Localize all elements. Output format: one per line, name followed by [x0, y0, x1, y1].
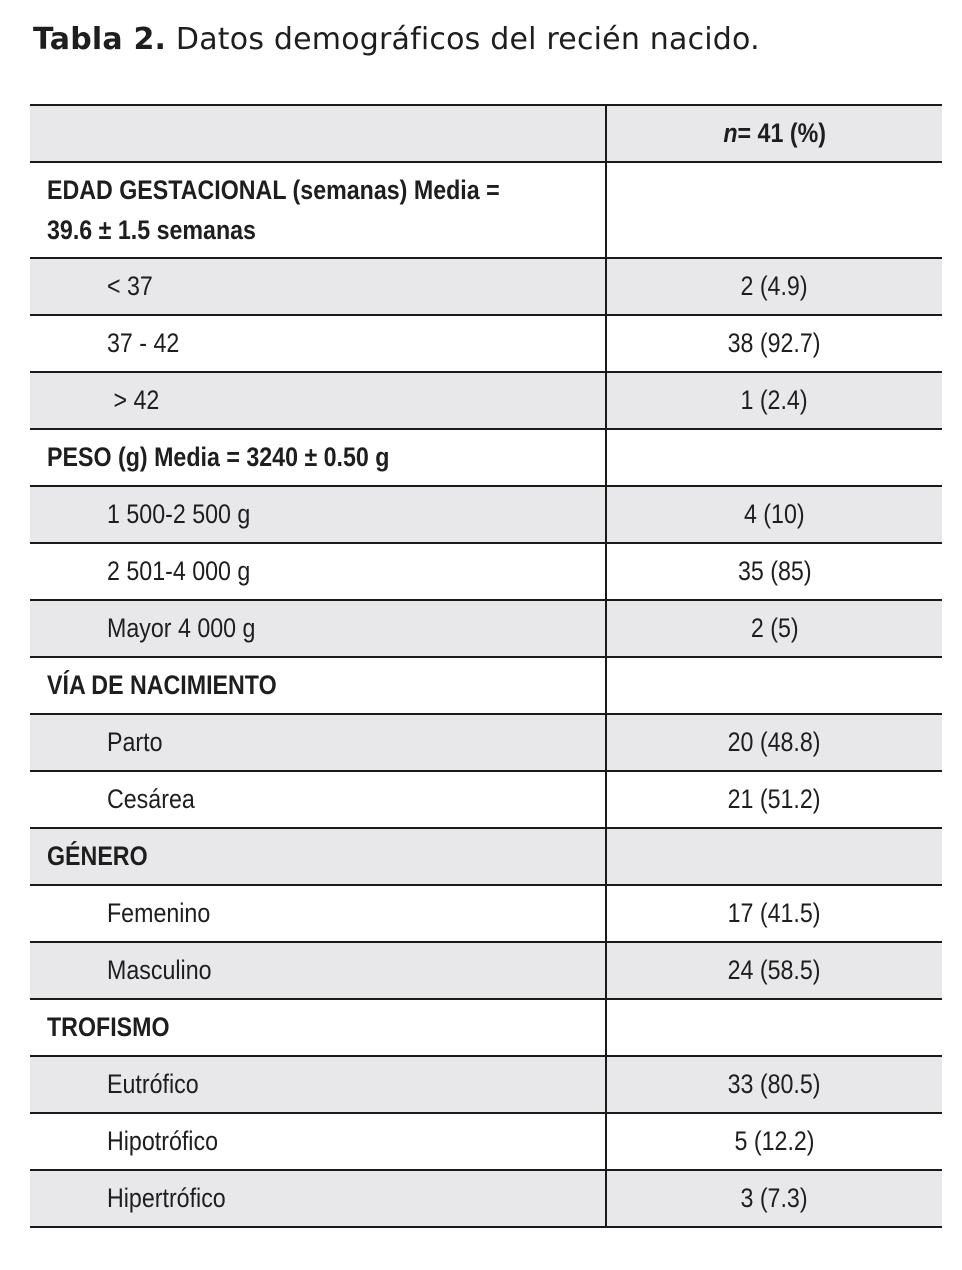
row-value: 2 (5) — [606, 600, 942, 657]
table-row — [30, 885, 942, 942]
row-value: 20 (48.8) — [606, 714, 942, 771]
table-row — [30, 1056, 942, 1113]
demographics-table — [30, 104, 942, 1228]
row-value: 5 (12.2) — [606, 1113, 942, 1170]
row-value — [606, 999, 942, 1056]
row-value: 21 (51.2) — [606, 771, 942, 828]
table-row — [30, 714, 942, 771]
row-value — [606, 162, 942, 258]
row-label: Femenino — [30, 885, 606, 942]
row-label-line1: EDAD GESTACIONAL (semanas) Media = — [47, 175, 500, 205]
row-label: < 37 — [30, 258, 606, 315]
row-value: 17 (41.5) — [606, 885, 942, 942]
row-value — [606, 828, 942, 885]
header-cell-label — [30, 105, 606, 162]
row-value — [606, 657, 942, 714]
table-row — [30, 828, 942, 885]
row-label: Hipotrófico — [30, 1113, 606, 1170]
table-row — [30, 258, 942, 315]
row-label: 37 - 42 — [30, 315, 606, 372]
row-value: 38 (92.7) — [606, 315, 942, 372]
table-row — [30, 657, 942, 714]
row-value: 3 (7.3) — [606, 1170, 942, 1227]
table-row — [30, 486, 942, 543]
row-label: VÍA DE NACIMIENTO — [30, 657, 606, 714]
caption-text: Datos demográficos del recién nacido. — [175, 22, 760, 57]
row-label: PESO (g) Media = 3240 ± 0.50 g — [30, 429, 606, 486]
row-label: GÉNERO — [30, 828, 606, 885]
n-value: = 41 (%) — [737, 118, 826, 148]
table-row — [30, 1113, 942, 1170]
table-row — [30, 771, 942, 828]
row-value — [606, 429, 942, 486]
row-value: 24 (58.5) — [606, 942, 942, 999]
row-label-line2: 39.6 ± 1.5 semanas — [47, 215, 256, 245]
table-row — [30, 543, 942, 600]
table-row — [30, 315, 942, 372]
row-label: 1 500-2 500 g — [30, 486, 606, 543]
row-value: 2 (4.9) — [606, 258, 942, 315]
row-label: Cesárea — [30, 771, 606, 828]
row-label: > 42 — [30, 372, 606, 429]
table-row — [30, 600, 942, 657]
header-cell-n — [606, 105, 942, 162]
row-label: Mayor 4 000 g — [30, 600, 606, 657]
row-label — [30, 162, 606, 258]
row-label: Eutrófico — [30, 1056, 606, 1113]
row-value: 1 (2.4) — [606, 372, 942, 429]
row-label: Masculino — [30, 942, 606, 999]
table-caption — [33, 18, 760, 62]
row-value: 35 (85) — [606, 543, 942, 600]
row-label: TROFISMO — [30, 999, 606, 1056]
n-symbol: n — [723, 118, 738, 148]
caption-label: Tabla 2. — [33, 22, 167, 57]
row-label: Parto — [30, 714, 606, 771]
row-value: 4 (10) — [606, 486, 942, 543]
row-label: 2 501-4 000 g — [30, 543, 606, 600]
table-row — [30, 372, 942, 429]
table-row — [30, 429, 942, 486]
table-row — [30, 162, 942, 258]
row-label: Hipertrófico — [30, 1170, 606, 1227]
table-row — [30, 942, 942, 999]
table-row — [30, 999, 942, 1056]
row-value: 33 (80.5) — [606, 1056, 942, 1113]
table-row — [30, 1170, 942, 1227]
table-header-row — [30, 105, 942, 162]
